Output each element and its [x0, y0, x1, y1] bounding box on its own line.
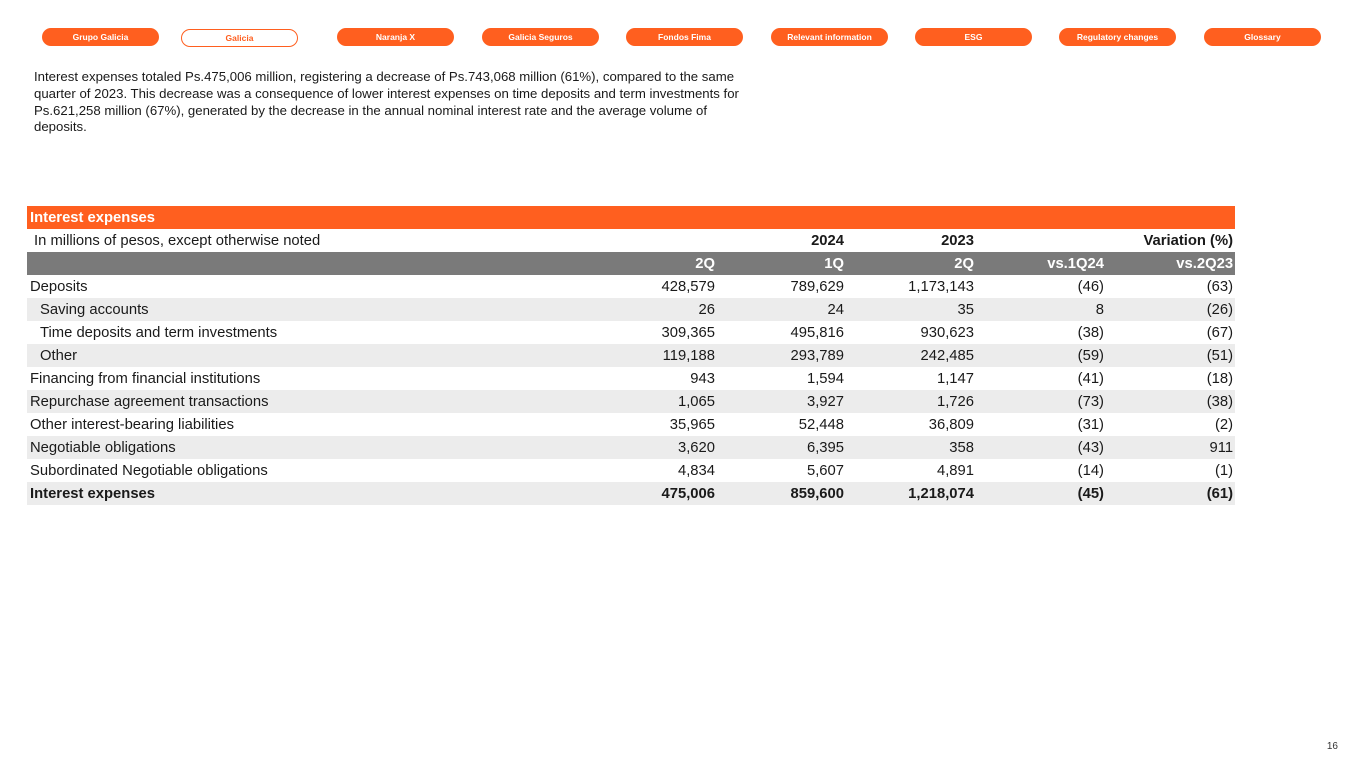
row-value: (46): [1077, 278, 1104, 295]
row-value: 428,579: [661, 278, 715, 295]
nav-tab-galicia-seguros[interactable]: Galicia Seguros: [482, 28, 599, 46]
nav-tab-relevant-information[interactable]: Relevant information: [771, 28, 888, 46]
row-label: Negotiable obligations: [27, 436, 587, 459]
nav-tab-galicia[interactable]: Galicia: [181, 29, 298, 47]
row-value: 52,448: [798, 416, 844, 433]
row-label: Financing from financial institutions: [30, 370, 261, 387]
table-row: [27, 275, 1235, 298]
row-value: 1,173,143: [908, 278, 974, 295]
row-value: 358: [846, 436, 976, 459]
table-title: Interest expenses: [27, 206, 1235, 229]
row-value: 475,006: [587, 482, 717, 505]
top-navigation: [0, 28, 1365, 48]
row-value: (26): [1106, 298, 1235, 321]
row-value: 35: [846, 298, 976, 321]
period-header: vs.1Q24: [976, 252, 1106, 275]
row-value: (43): [976, 436, 1106, 459]
table-row: [27, 459, 1235, 482]
period-header: 2Q: [846, 252, 976, 275]
row-value: 5,607: [806, 462, 844, 479]
row-value: (41): [1077, 370, 1104, 387]
table-total-row: [27, 482, 1235, 505]
row-value: (61): [1106, 482, 1235, 505]
period-header: 2Q: [587, 252, 717, 275]
row-value: (59): [976, 344, 1106, 367]
nav-tab-regulatory-changes[interactable]: Regulatory changes: [1059, 28, 1176, 46]
row-value: 930,623: [920, 324, 974, 341]
row-value: 35,965: [669, 416, 715, 433]
empty-cell: [27, 252, 587, 275]
table-row: [27, 298, 1235, 321]
nav-tab-glossary[interactable]: Glossary: [1204, 28, 1321, 46]
row-label: Other interest-bearing liabilities: [30, 416, 234, 433]
row-label: Interest expenses: [27, 482, 587, 505]
row-value: (63): [1206, 278, 1234, 295]
row-value: (38): [1106, 390, 1235, 413]
row-value: (38): [1077, 324, 1104, 341]
intro-paragraph: Interest expenses totaled Ps.475,006 million, registering a decrease of Ps.743,068 million (61%), compared to the same quarter of 2023. This decrease was a consequence of lower interest expenses on time deposits and term investments for Ps.621,258 million (67%), generated by the decrease in the annual nominal interest rate and the average volume of deposits.: [34, 69, 739, 135]
table-units-note: In millions of pesos, except otherwise noted: [34, 232, 321, 249]
row-value: (2): [1214, 416, 1234, 433]
nav-tab-esg[interactable]: ESG: [915, 28, 1032, 46]
row-value: 4,834: [677, 462, 715, 479]
row-label: Time deposits and term investments: [40, 324, 278, 341]
year-2024-header: 2024: [811, 232, 844, 249]
row-value: 1,594: [806, 370, 844, 387]
row-value: 1,218,074: [846, 482, 976, 505]
row-label: Saving accounts: [27, 298, 587, 321]
nav-tab-fondos-fima[interactable]: Fondos Fima: [626, 28, 743, 46]
row-value: (67): [1206, 324, 1234, 341]
page-number: 16: [1326, 741, 1338, 752]
row-value: 943: [690, 370, 715, 387]
row-value: 26: [587, 298, 717, 321]
nav-tab-grupo-galicia[interactable]: Grupo Galicia: [42, 28, 159, 46]
table-period-row: [27, 252, 1235, 275]
row-label: Deposits: [30, 278, 88, 295]
row-value: 1,147: [936, 370, 974, 387]
row-value: 1,065: [587, 390, 717, 413]
table-row: [27, 436, 1235, 459]
row-value: (1): [1214, 462, 1234, 479]
row-label: Repurchase agreement transactions: [27, 390, 587, 413]
row-value: (45): [976, 482, 1106, 505]
row-value: 911: [1106, 436, 1235, 459]
row-value: 6,395: [717, 436, 846, 459]
row-value: 3,927: [717, 390, 846, 413]
row-value: 859,600: [717, 482, 846, 505]
table-row: [27, 321, 1235, 344]
period-header: vs.2Q23: [1106, 252, 1235, 275]
row-value: 309,365: [661, 324, 715, 341]
row-value: 1,726: [846, 390, 976, 413]
row-value: 789,629: [790, 278, 844, 295]
row-value: (73): [976, 390, 1106, 413]
variation-header: Variation (%): [1143, 232, 1234, 249]
row-value: 293,789: [717, 344, 846, 367]
row-value: 4,891: [936, 462, 974, 479]
row-value: (51): [1106, 344, 1235, 367]
row-value: (31): [1077, 416, 1104, 433]
empty-cell: [587, 229, 717, 252]
interest-expenses-table: [27, 206, 1235, 505]
table-year-row: [27, 229, 1235, 252]
row-value: (14): [1077, 462, 1104, 479]
table-row: [27, 413, 1235, 436]
table-title-row: [27, 206, 1235, 229]
row-value: 8: [976, 298, 1106, 321]
period-header: 1Q: [717, 252, 846, 275]
row-value: 495,816: [790, 324, 844, 341]
row-value: 119,188: [587, 344, 717, 367]
row-value: 3,620: [587, 436, 717, 459]
row-label: Other: [27, 344, 587, 367]
row-value: (18): [1206, 370, 1234, 387]
row-label: Subordinated Negotiable obligations: [30, 462, 268, 479]
year-2023-header: 2023: [941, 232, 974, 249]
table-body: [27, 275, 1235, 505]
row-value: 36,809: [928, 416, 974, 433]
table-row: [27, 390, 1235, 413]
nav-tab-naranja-x[interactable]: Naranja X: [337, 28, 454, 46]
row-value: 242,485: [846, 344, 976, 367]
row-value: 24: [717, 298, 846, 321]
table-row: [27, 367, 1235, 390]
table-row: [27, 344, 1235, 367]
